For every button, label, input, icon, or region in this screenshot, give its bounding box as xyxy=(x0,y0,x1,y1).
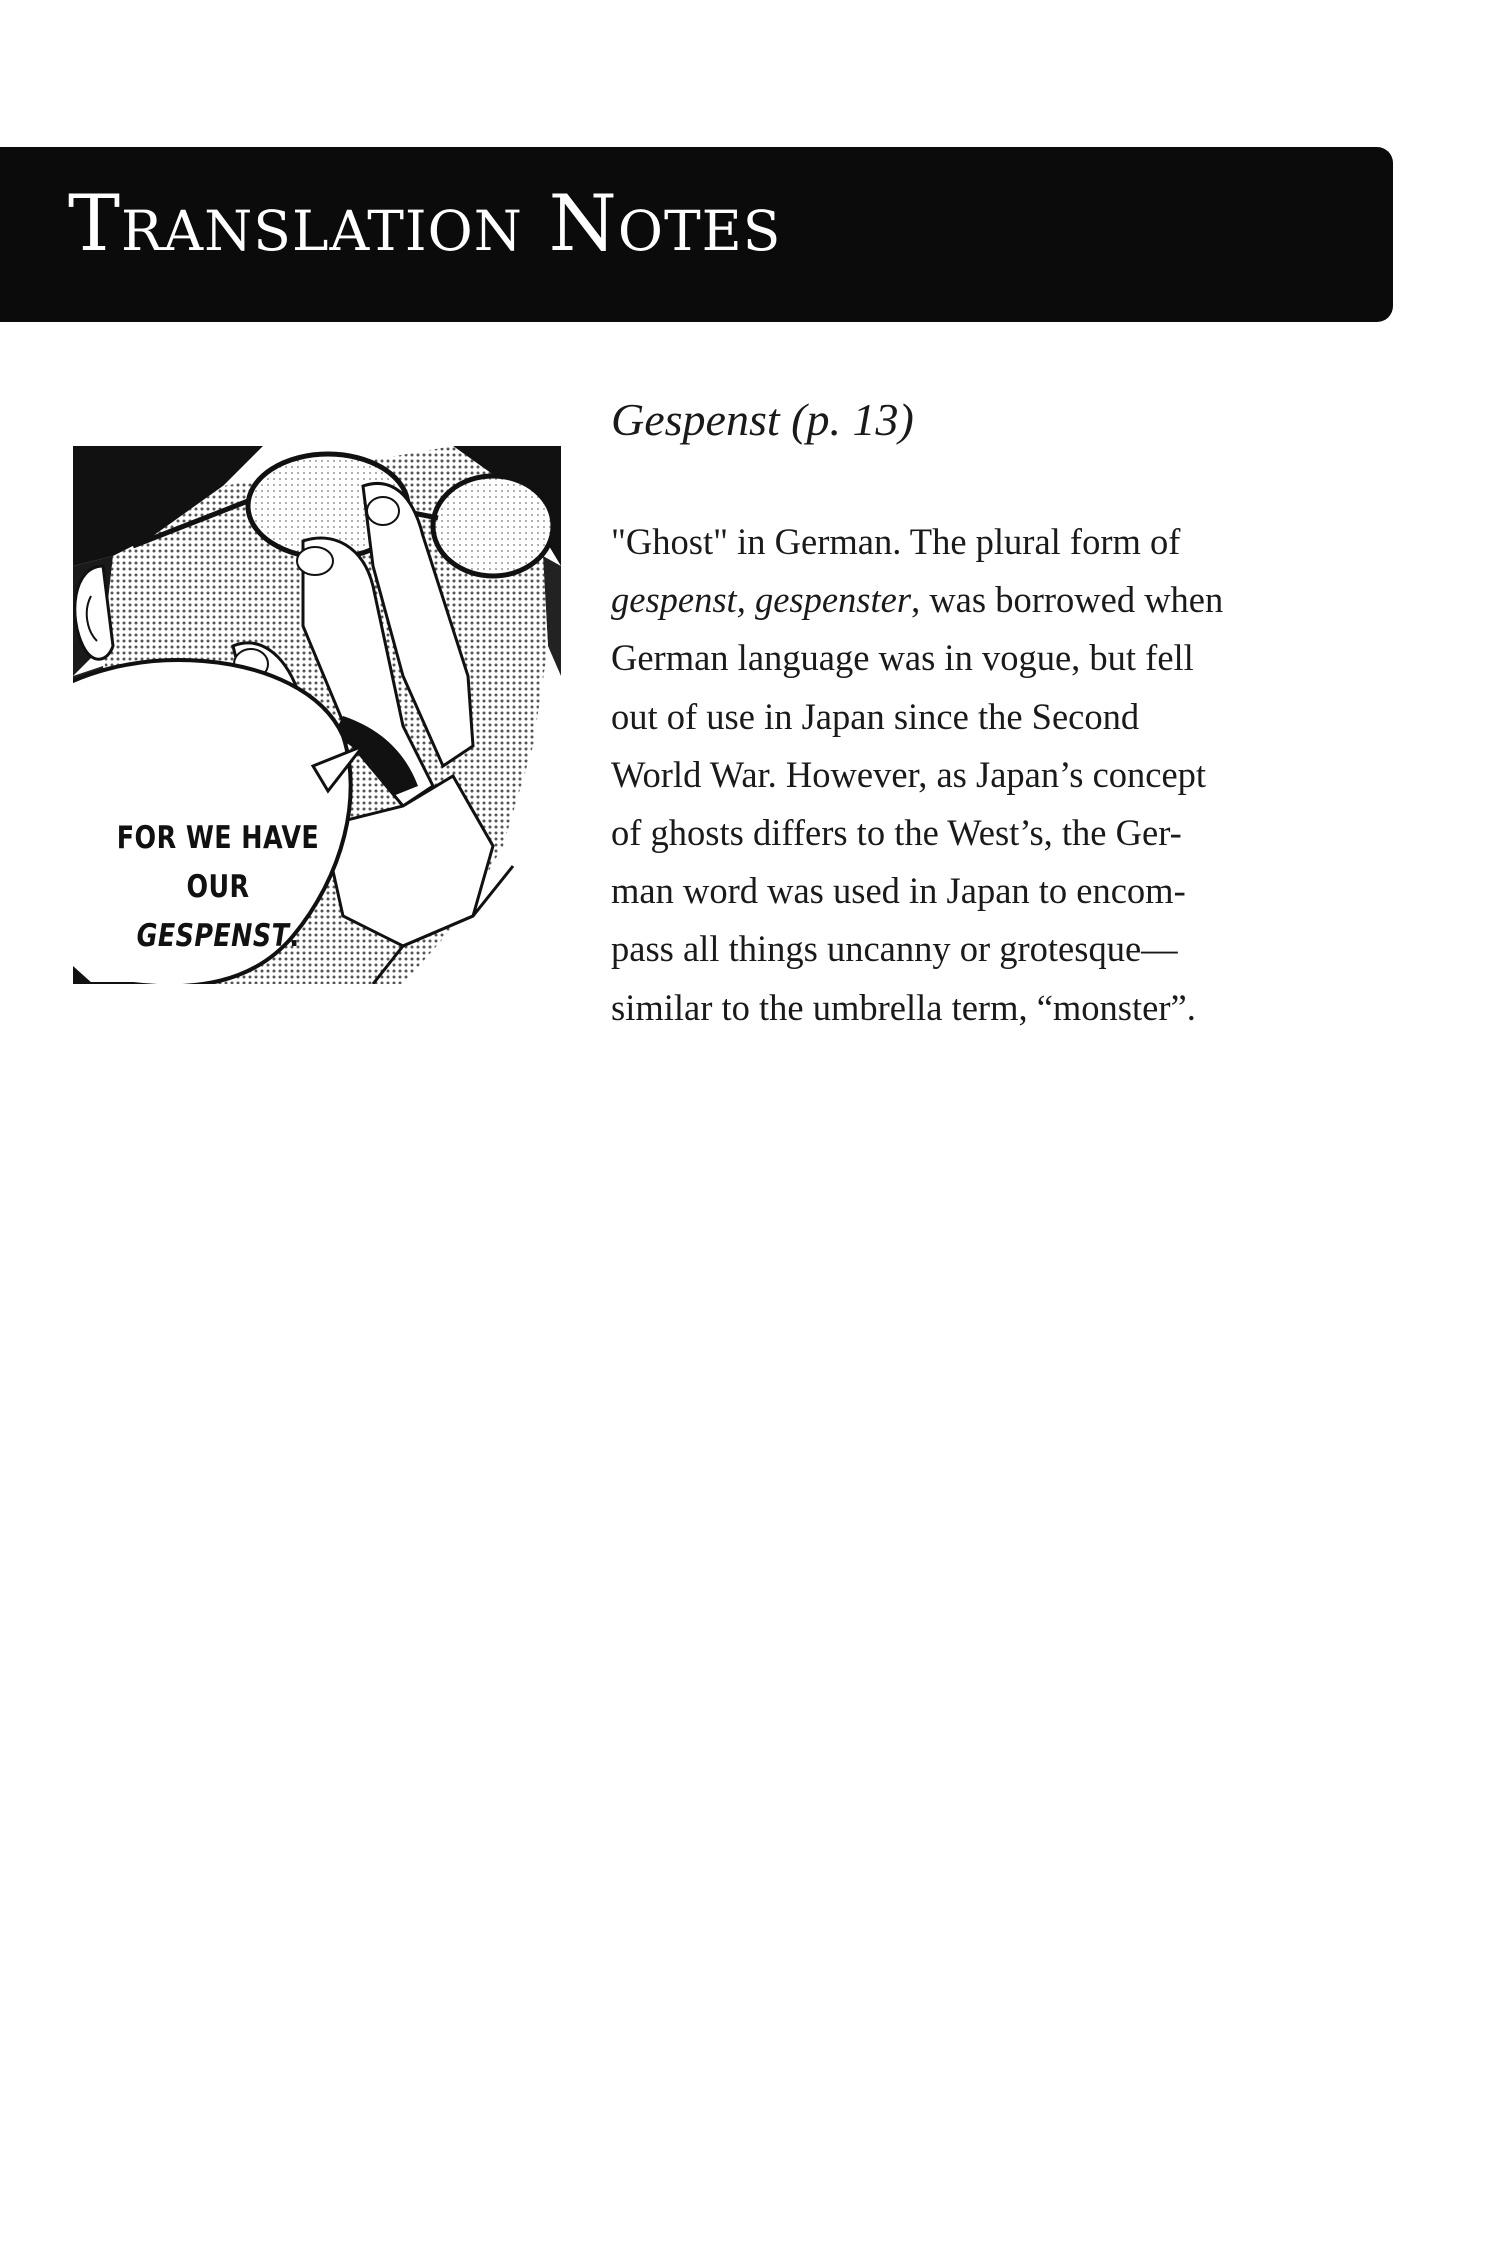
speech-balloon-text xyxy=(107,814,328,961)
note-line-text: of ghosts differs to the West’s, the Ger- xyxy=(611,812,1182,854)
balloon-line-2-suffix: . xyxy=(289,918,300,954)
note-line-text: out of use in Japan since the Second xyxy=(611,695,1140,737)
note-line xyxy=(611,513,1371,571)
note-line xyxy=(611,920,1371,978)
note-body xyxy=(611,513,1371,1037)
note-line xyxy=(611,629,1371,687)
note-line-text: World War. However, as Japan’s concept xyxy=(611,753,1207,795)
header-banner xyxy=(0,147,1393,322)
note-line xyxy=(611,804,1371,862)
balloon-line-2 xyxy=(107,863,328,961)
note-line-italic: gespenst, gespenster xyxy=(611,579,912,621)
balloon-line-2-prefix: OUR xyxy=(186,869,250,905)
note-line xyxy=(611,979,1371,1037)
note-line xyxy=(611,746,1371,804)
note-heading: Gespenst (p. 13) xyxy=(611,394,914,445)
balloon-line-2-italic: GESPENST xyxy=(136,918,290,954)
manga-panel-illustration xyxy=(73,446,561,984)
note-line xyxy=(611,571,1371,629)
note-line xyxy=(611,862,1371,920)
note-line xyxy=(611,688,1371,746)
note-line-text: German language was in vogue, but fell xyxy=(611,637,1194,679)
page-title: Translation Notes xyxy=(68,179,782,269)
balloon-line-1: FOR WE HAVE xyxy=(116,820,320,856)
note-line-text: man word was used in Japan to encom- xyxy=(611,870,1186,912)
note-line-text: similar to the umbrella term, “monster”. xyxy=(611,986,1196,1028)
note-line-tail: , was borrowed when xyxy=(911,579,1224,621)
note-line-text: "Ghost" in German. The plural form of xyxy=(611,521,1181,562)
note-line-text: pass all things uncanny or grotesque— xyxy=(611,928,1178,970)
